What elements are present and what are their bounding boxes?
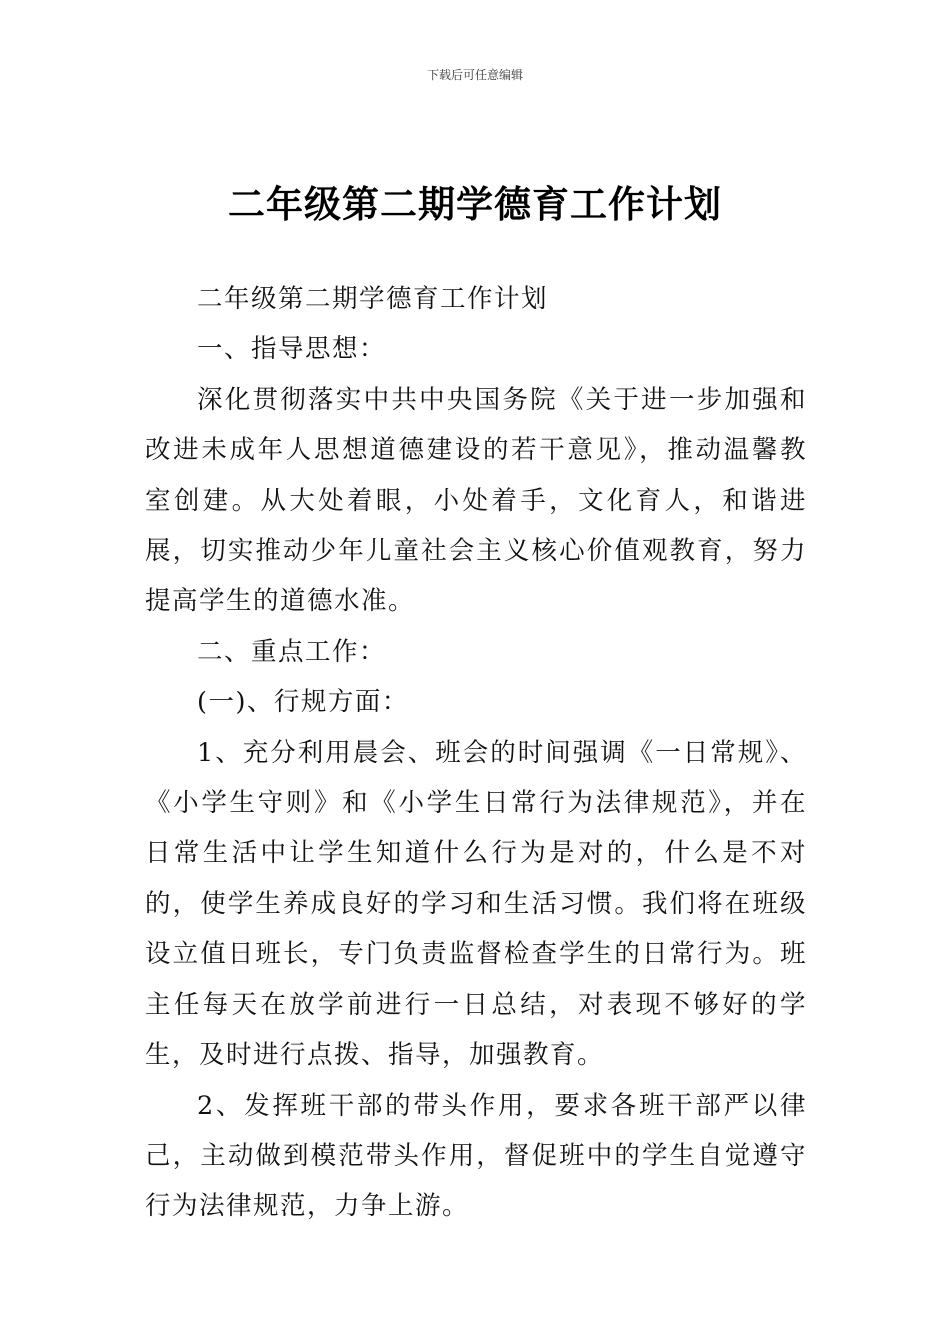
paragraph-subtitle: 二年级第二期学德育工作计划 bbox=[197, 284, 549, 314]
document-body bbox=[145, 274, 807, 1232]
paragraph-guiding-ideology: 深化贯彻落实中共中央国务院《关于进一步加强和改进未成年人思想道德建设的若干意见》，推动温馨教室创建。从大处着眼，小处着手，文化育人，和谐进展，切实推动少年儿童社会主义核心价值观教育，努力提高学生的道德水准。 bbox=[145, 384, 807, 617]
page-header-note: 下载后可任意编辑 bbox=[426, 68, 523, 82]
paragraph-item-1: 1、充分利用晨会、班会的时间强调《一日常规》、《小学生守则》和《小学生日常行为法律规范》，并在日常生活中让学生知道什么行为是对的，什么是不对的，使学生养成良好的学习和生活习惯。我们将在班级设立值日班长，专门负责监督检查学生的日常行为。班主任每天在放学前进行一日总结，对表现不够好的学生，及时进行点拨、指导，加强教育。 bbox=[145, 737, 807, 1071]
heading-guiding-ideology: 一、指导思想： bbox=[197, 334, 387, 365]
paragraph-item-2: 2、发挥班干部的带头作用，要求各班干部严以律己，主动做到模范带头作用，督促班中的学生自觉遵守行为法律规范，力争上游。 bbox=[145, 1090, 807, 1222]
heading-key-work: 二、重点工作： bbox=[197, 636, 387, 667]
document-title: 二年级第二期学德育工作计划 bbox=[228, 183, 722, 226]
heading-conduct-rules: (一)、行规方面： bbox=[197, 687, 409, 718]
